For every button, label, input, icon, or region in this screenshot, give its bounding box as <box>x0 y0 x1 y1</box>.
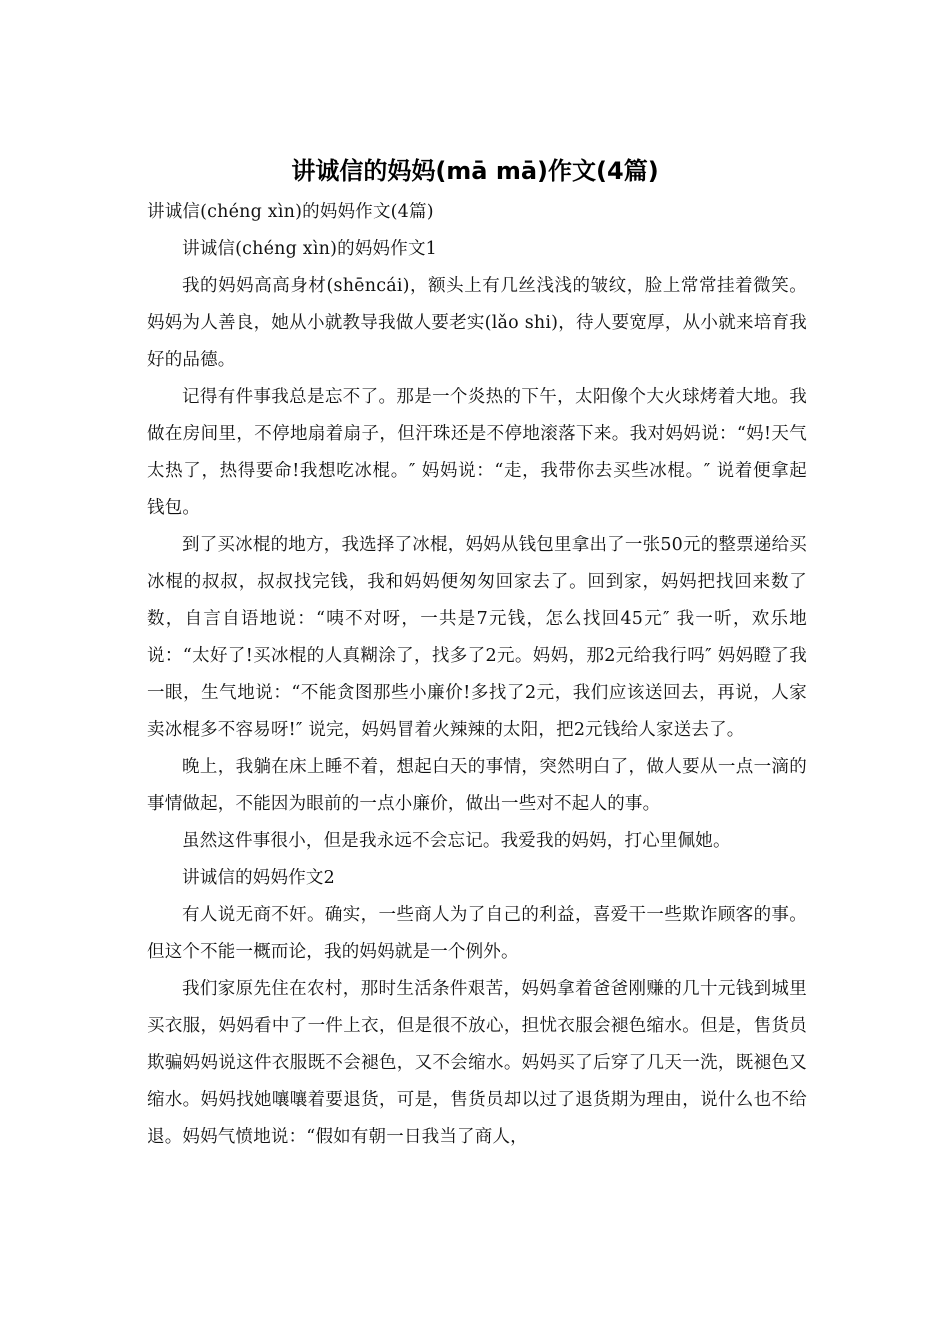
paragraph-8: 讲诚信的妈妈作文2 <box>182 868 335 888</box>
document-title: 讲诚信的妈妈(mā mā)作文(4篇) <box>291 157 659 185</box>
paragraph-2: 讲诚信(chéng xìn)的妈妈作文1 <box>182 239 437 259</box>
paragraph-9: 有人说无商不奸。确实，一些商人为了自己的利益，喜爱干一些欺诈顾客的事。但这个不能一概而论，我的妈妈就是一个例外。 <box>147 905 807 962</box>
paragraph-10: 我们家原先住在农村，那时生活条件艰苦，妈妈拿着爸爸刚赚的几十元钱到城里买衣服，妈妈看中了一件上衣，但是很不放心，担忧衣服会褪色缩水。但是，售货员欺骗妈妈说这件衣服既不会褪色，又不会缩水。妈妈买了后穿了几天一洗，既褪色又缩水。妈妈找她嚷嚷着要退货，可是，售货员却以过了退货期为理由，说什么也不给退。妈妈气愤地说：“假如有朝一日我当了商人， <box>147 979 807 1147</box>
paragraph-4: 记得有件事我总是忘不了。那是一个炎热的下午，太阳像个大火球烤着大地。我做在房间里，不停地扇着扇子，但汗珠还是不停地滚落下来。我对妈妈说：“妈!天气太热了，热得要命!我想吃冰棍。″ 妈妈说：“走，我带你去买些冰棍。″ 说着便拿起钱包。 <box>147 387 807 518</box>
paragraph-1: 讲诚信(chéng xìn)的妈妈作文(4篇) <box>147 202 434 222</box>
paragraph-3: 我的妈妈高高身材(shēncái)，额头上有几丝浅浅的皱纹，脸上常常挂着微笑。妈妈为人善良，她从小就教导我做人要老实(lǎo shi)，待人要宽厚，从小就来培育我好的品德。 <box>147 276 807 370</box>
paragraph-5: 到了买冰棍的地方，我选择了冰棍，妈妈从钱包里拿出了一张50元的整票递给买冰棍的叔叔，叔叔找完钱，我和妈妈便匆匆回家去了。回到家，妈妈把找回来数了数，自言自语地说：“咦不对呀，一共是7元钱，怎么找回45元″ 我一听，欢乐地说：“太好了!买冰棍的人真糊涂了，找多了2元。妈妈，那2元给我行吗″ 妈妈瞪了我一眼，生气地说：“不能贪图那些小廉价!多找了2元，我们应该送回去，再说，人家卖冰棍多不容易呀!″ 说完，妈妈冒着火辣辣的太阳，把2元钱给人家送去了。 <box>147 535 807 740</box>
document-body <box>147 194 807 1156</box>
paragraph-6: 晚上，我躺在床上睡不着，想起白天的事情，突然明白了，做人要从一点一滴的事情做起，不能因为眼前的一点小廉价，做出一些对不起人的事。 <box>147 757 807 814</box>
paragraph-7: 虽然这件事很小，但是我永远不会忘记。我爱我的妈妈，打心里佩她。 <box>182 831 731 851</box>
